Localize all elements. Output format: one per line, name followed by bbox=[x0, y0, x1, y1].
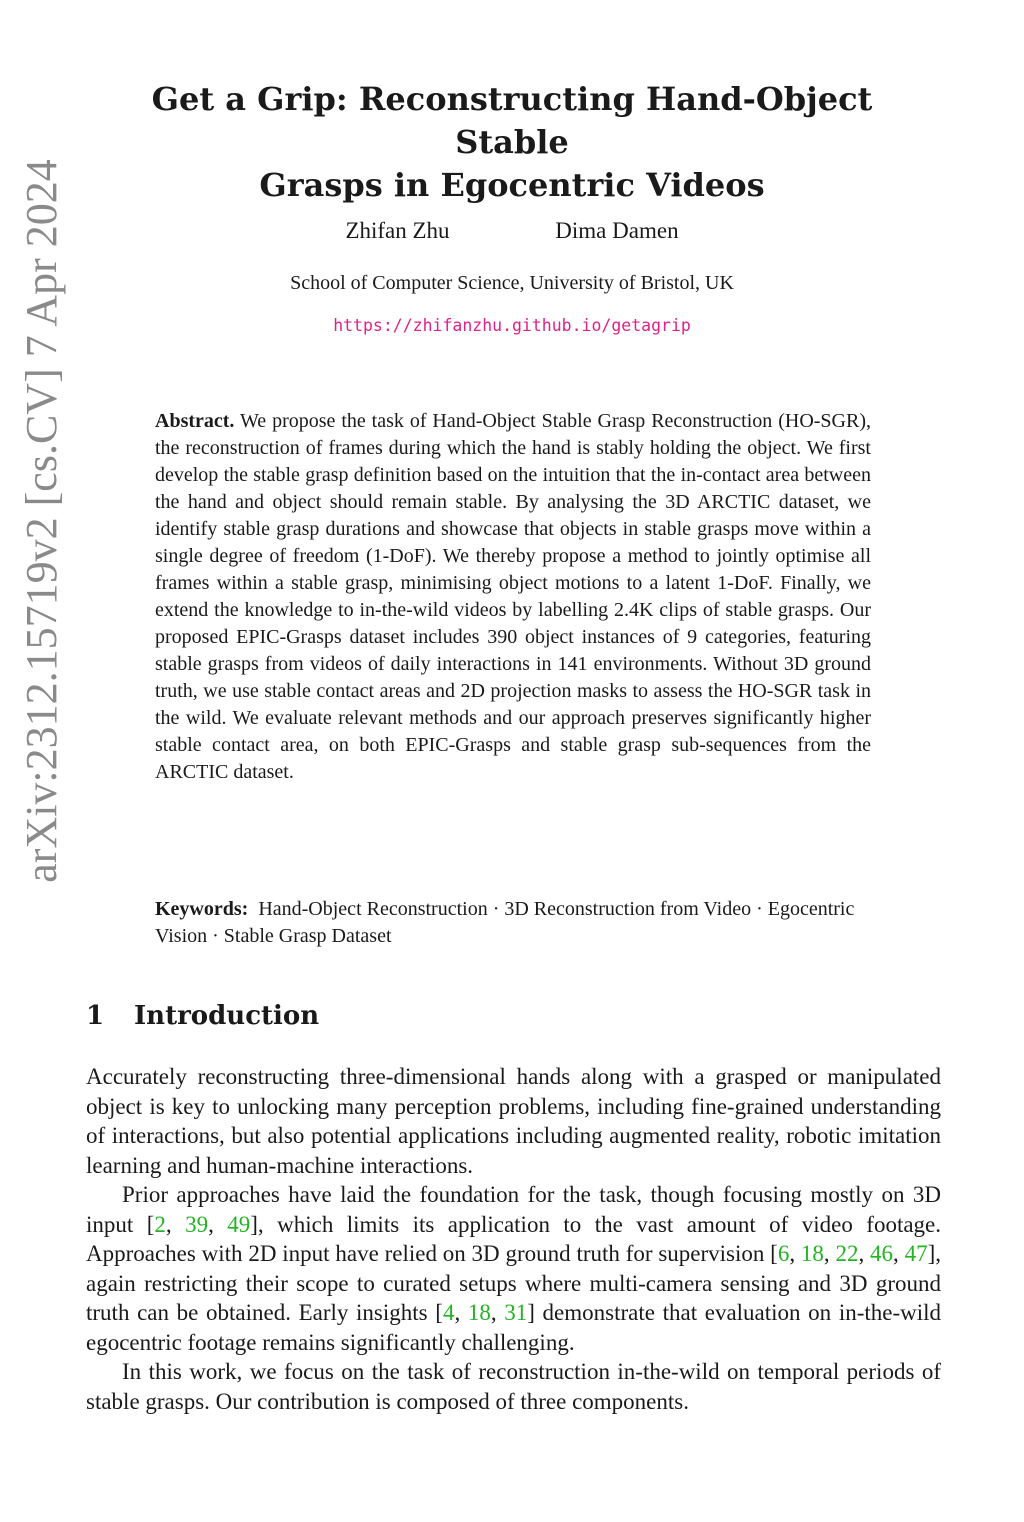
intro-paragraph-3: In this work, we focus on the task of reconstruction in-the-wild on temporal periods of stable grasps. Our contribution is composed of three components. bbox=[86, 1359, 941, 1414]
intro-text: ] demonstrate that evaluation on in-the-wild egocentric footage remains significantly challenging. bbox=[86, 1300, 942, 1355]
author-name: Zhifan Zhu bbox=[345, 218, 450, 243]
section-title-text: Introduction bbox=[134, 1001, 320, 1031]
citation-link[interactable]: 47 bbox=[904, 1241, 928, 1266]
title-line-2: Grasps in Egocentric Videos bbox=[259, 166, 765, 204]
introduction-body bbox=[86, 1062, 941, 1416]
intro-text: ], which limits its application to the vast amount of video footage. Approaches with 2D input have relied on 3D ground truth for supervision [ bbox=[86, 1211, 942, 1266]
author-list bbox=[0, 216, 1024, 246]
citation-link[interactable]: 18 bbox=[800, 1241, 824, 1266]
citation-link[interactable]: 46 bbox=[870, 1241, 894, 1266]
author-name: Dima Damen bbox=[555, 218, 679, 243]
keywords-text: Hand-Object Reconstruction · 3D Reconstruction from Video · Egocentric Vision · Stable Grasp Dataset bbox=[155, 898, 855, 947]
citation-link[interactable]: 22 bbox=[835, 1241, 859, 1266]
citation-link[interactable]: 4 bbox=[442, 1300, 455, 1325]
paper-title bbox=[90, 78, 934, 207]
intro-text: ], again restricting their scope to curated setups where multi-camera sensing and 3D ground truth can be obtained. Early insights [ bbox=[86, 1241, 942, 1325]
arxiv-identifier: arXiv:2312.15719v2 [cs.CV] 7 Apr 2024 bbox=[17, 159, 66, 883]
section-number: 1 bbox=[86, 1001, 105, 1031]
affiliation: School of Computer Science, University of Bristol, UK bbox=[290, 272, 734, 294]
keywords-label: Keywords: bbox=[155, 898, 249, 920]
abstract-label: Abstract. bbox=[155, 410, 235, 432]
keywords bbox=[155, 896, 885, 950]
title-line-1: Get a Grip: Reconstructing Hand-Object Stable bbox=[151, 80, 873, 161]
citation-link[interactable]: 49 bbox=[227, 1211, 251, 1237]
citation-link[interactable]: 39 bbox=[185, 1211, 209, 1237]
intro-paragraph-2: Prior approaches have laid the foundation for the task, though focusing mostly on 3D input [2, 39, 49], which limits its application to the vast amount of video footage. Approaches with 2D input have relied on 3D ground truth for supervision [6, 18, 22, 46, 47], again restricting their scope to curated setups where multi-camera sensing and 3D ground truth can be obtained. Early insights [4, 18, 31] demonstrate that evaluation on in-the-wild egocentric footage remains significantly challenging. bbox=[86, 1182, 942, 1355]
abstract-text: We propose the task of Hand-Object Stable Grasp Reconstruction (HO-SGR), the reconstruction of frames during which the hand is stably holding the object. We first develop the stable grasp definition based on the intuition that the in-contact area between the hand and object should remain stable. By analysing the 3D ARCTIC dataset, we identify stable grasp durations and showcase that objects in stable grasps move within a single degree of freedom (1-DoF). We thereby propose a method to jointly optimise all frames within a stable grasp, minimising object motions to a latent 1-DoF. Finally, we extend the knowledge to in-the-wild videos by labelling 2.4K clips of stable grasps. Our proposed EPIC-Grasps dataset includes 390 object instances of 9 categories, featuring stable grasps from videos of daily interactions in 141 environments. Without 3D ground truth, we use stable contact areas and 2D projection masks to assess the HO-SGR task in the wild. We evaluate relevant methods and our approach preserves significantly higher stable contact area, on both EPIC-Grasps and stable grasp sub-sequences from the ARCTIC dataset. bbox=[155, 410, 871, 783]
section-heading bbox=[86, 998, 319, 1034]
abstract bbox=[155, 408, 871, 786]
citation-link[interactable]: 18 bbox=[467, 1300, 491, 1325]
citation-link[interactable]: 2 bbox=[154, 1211, 166, 1237]
intro-paragraph-1: Accurately reconstructing three-dimensional hands along with a grasped or manipulated object is key to unlocking many perception problems, including fine-grained understanding of interactions, but also potential applications including augmented reality, robotic imitation learning and human-machine interactions. bbox=[86, 1064, 941, 1178]
citation-link[interactable]: 31 bbox=[504, 1300, 528, 1325]
intro-text: Prior approaches have laid the foundation for the task, though focusing mostly on 3D input [ bbox=[86, 1182, 941, 1237]
project-url-link[interactable]: https://zhifanzhu.github.io/getagrip bbox=[333, 316, 691, 335]
citation-link[interactable]: 6 bbox=[777, 1241, 790, 1266]
